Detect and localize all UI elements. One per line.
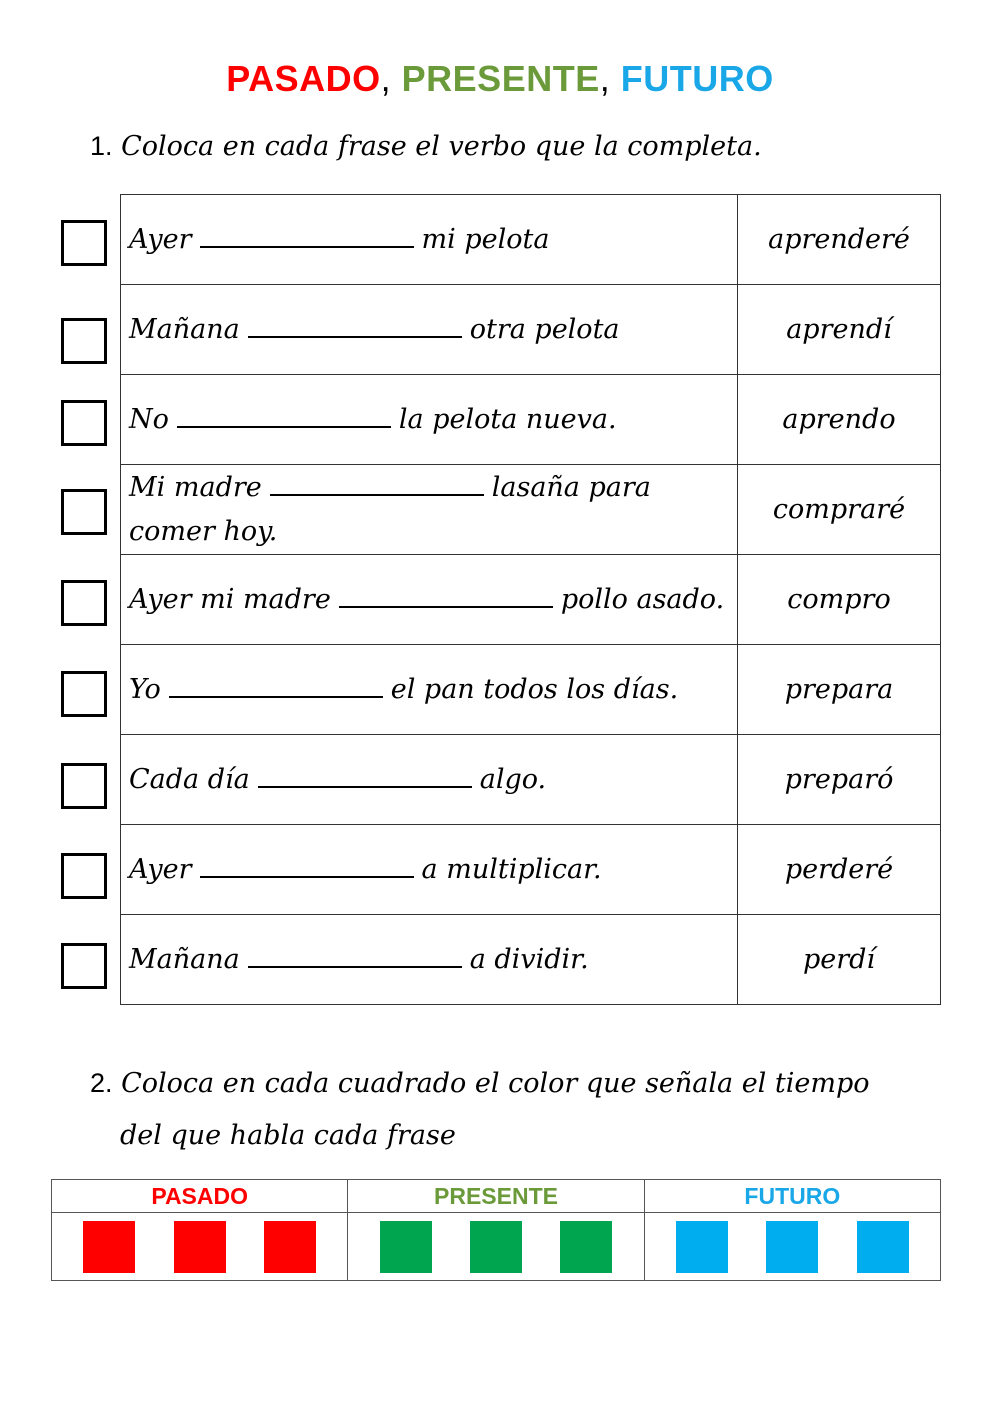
sentence-end: a multiplicar. (421, 853, 602, 885)
futuro-swatches (644, 1213, 940, 1281)
exercise-2-instruction (90, 1057, 940, 1162)
table-row (121, 465, 941, 555)
legend-futuro-label: FUTURO (644, 1180, 940, 1213)
sentence-cell (121, 645, 738, 735)
sentence-end: a dividir. (469, 943, 589, 975)
table-row (121, 555, 941, 645)
futuro-color-swatch[interactable] (766, 1221, 818, 1273)
verb-option: perdí (738, 915, 941, 1005)
title-presente: PRESENTE (401, 58, 600, 99)
sentence-end: el pan todos los días. (390, 673, 679, 705)
verb-option: prepara (738, 645, 941, 735)
exercise-2-text-line2: del que habla cada frase (120, 1120, 456, 1151)
exercise-1-instruction (90, 120, 762, 173)
table-row (121, 285, 941, 375)
title-futuro: FUTURO (620, 58, 774, 99)
sentence-start: No (129, 403, 169, 435)
pasado-swatches (52, 1213, 348, 1281)
sentence-end: otra pelota (469, 313, 620, 345)
sentence-start: Ayer (129, 853, 192, 885)
sentence-start: Cada día (129, 763, 250, 795)
title-pasado: PASADO (226, 58, 381, 99)
sentence-cell (121, 285, 738, 375)
verb-option: aprendo (738, 375, 941, 465)
sentence-start: Mi madre (129, 471, 262, 503)
sentence-end: pollo asado. (560, 583, 725, 615)
answer-blank[interactable] (270, 472, 484, 496)
legend-swatch-row (52, 1213, 941, 1281)
title-separator: , (599, 58, 621, 99)
pasado-color-swatch[interactable] (83, 1221, 135, 1273)
legend-presente-label: PRESENTE (348, 1180, 644, 1213)
answer-blank[interactable] (177, 404, 391, 428)
answer-blank[interactable] (169, 674, 383, 698)
answer-checkbox-2[interactable] (61, 318, 107, 364)
exercise-2-text-line1: Coloca en cada cuadrado el color que señala el tiempo (121, 1068, 870, 1099)
exercise-number: 1. (90, 131, 113, 161)
answer-blank[interactable] (200, 224, 414, 248)
answer-checkbox-1[interactable] (61, 220, 107, 266)
sentence-cell (121, 375, 738, 465)
sentence-cell (121, 915, 738, 1005)
sentence-start: Mañana (129, 313, 240, 345)
presente-color-swatch[interactable] (470, 1221, 522, 1273)
table-row (121, 645, 941, 735)
exercise-number: 2. (90, 1068, 113, 1098)
answer-checkbox-4[interactable] (61, 489, 107, 535)
legend-header-row (52, 1180, 941, 1213)
table-row (121, 375, 941, 465)
answer-blank[interactable] (339, 584, 553, 608)
table-row (121, 735, 941, 825)
sentence-start: Ayer (129, 223, 192, 255)
presente-color-swatch[interactable] (560, 1221, 612, 1273)
answer-blank[interactable] (258, 764, 472, 788)
sentence-start: Mañana (129, 943, 240, 975)
page-title (0, 58, 1000, 100)
sentence-start: Ayer mi madre (129, 583, 331, 615)
sentence-cell (121, 465, 738, 555)
title-separator: , (380, 58, 402, 99)
presente-color-swatch[interactable] (380, 1221, 432, 1273)
verb-option: perderé (738, 825, 941, 915)
answer-checkbox-5[interactable] (61, 580, 107, 626)
sentence-end: la pelota nueva. (398, 403, 617, 435)
verb-option: compraré (738, 465, 941, 555)
verb-option: aprendí (738, 285, 941, 375)
answer-checkbox-3[interactable] (61, 400, 107, 446)
answer-blank[interactable] (248, 314, 462, 338)
presente-swatches (348, 1213, 644, 1281)
table-row (121, 195, 941, 285)
sentence-end: algo. (479, 763, 547, 795)
exercise-1-text: Coloca en cada frase el verbo que la completa. (121, 131, 762, 162)
verb-option: preparó (738, 735, 941, 825)
verb-option: aprenderé (738, 195, 941, 285)
pasado-color-swatch[interactable] (174, 1221, 226, 1273)
answer-checkbox-6[interactable] (61, 671, 107, 717)
sentence-cell (121, 735, 738, 825)
answer-blank[interactable] (248, 944, 462, 968)
sentence-start: Yo (129, 673, 161, 705)
color-legend-table (51, 1179, 941, 1281)
answer-checkbox-8[interactable] (61, 853, 107, 899)
verb-option: compro (738, 555, 941, 645)
sentence-end: mi pelota (421, 223, 550, 255)
legend-pasado-label: PASADO (52, 1180, 348, 1213)
sentence-cell (121, 555, 738, 645)
sentence-end: lasaña para comer hoy. (129, 471, 651, 547)
futuro-color-swatch[interactable] (676, 1221, 728, 1273)
exercise-table (120, 194, 941, 1005)
futuro-color-swatch[interactable] (857, 1221, 909, 1273)
answer-checkbox-7[interactable] (61, 763, 107, 809)
table-row (121, 915, 941, 1005)
pasado-color-swatch[interactable] (264, 1221, 316, 1273)
answer-blank[interactable] (200, 854, 414, 878)
sentence-cell (121, 825, 738, 915)
table-row (121, 825, 941, 915)
answer-checkbox-9[interactable] (61, 943, 107, 989)
sentence-cell (121, 195, 738, 285)
